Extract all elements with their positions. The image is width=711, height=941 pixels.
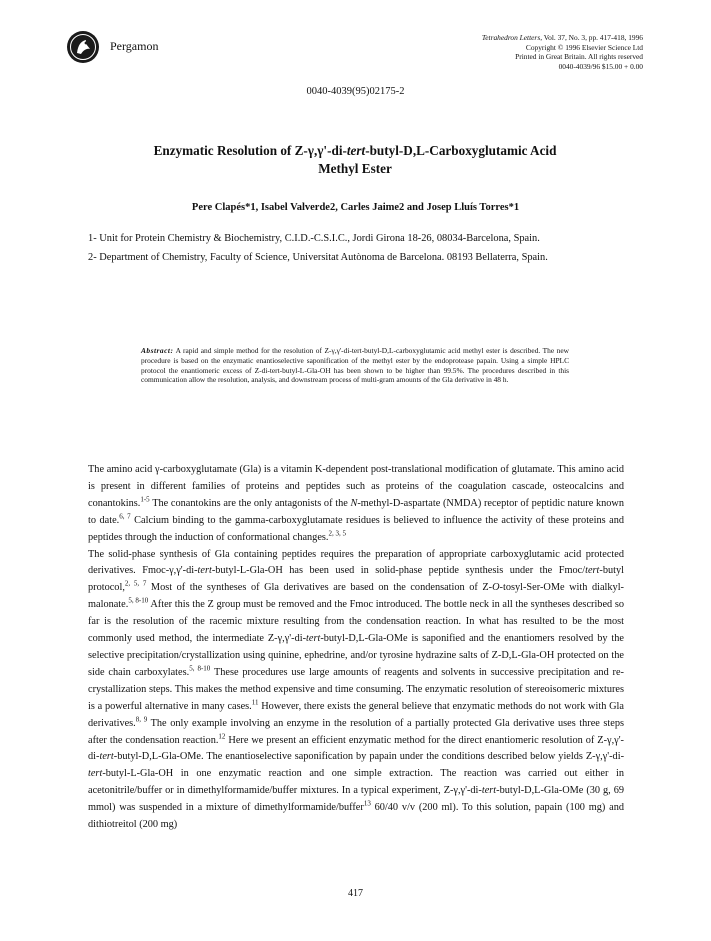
title-line-2: Methyl Ester — [318, 161, 392, 176]
body-text — [88, 462, 624, 834]
title-line-1: Enzymatic Resolution of Z-γ,γ'-di-tert-butyl-D,L-Carboxyglutamic Acid — [153, 143, 557, 158]
article-id: 0040-4039(95)02175-2 — [306, 86, 405, 97]
copyright-line: Copyright © 1996 Elsevier Science Ltd — [525, 42, 643, 52]
journal-issue: , Vol. 37, No. 3, pp. 417-418, 1996 — [540, 33, 643, 42]
publisher-logo-icon — [66, 30, 100, 64]
printed-line: Printed in Great Britain. All rights reserved — [515, 52, 643, 62]
issn-line: 0040-4039/96 $15.00 + 0.00 — [558, 61, 643, 71]
publisher-name: Pergamon — [110, 39, 159, 53]
paper-title — [70, 142, 640, 178]
journal-name: Tetrahedron Letters — [481, 33, 541, 42]
page-number: 417 — [348, 888, 363, 899]
journal-info — [482, 33, 643, 71]
abstract-label: Abstract: — [141, 346, 174, 355]
abstract-text: A rapid and simple method for the resolution of Z-γ,γ'-di-tert-butyl-D,L-carboxyglutamic acid methyl ester is described. The new procedure is based on the enzymatic enantioselective saponification of the methyl ester by the endoprotease papain. Using a simple HPLC protocol the enantiomeric excess of Z-di-tert-butyl-L-Gla-OH has been shown to be higher than 99.5%. The procedures described in this communication allow the resolution, analysis, and downstream process of multi-gram amounts of the Gla derivative in 48 h. — [141, 346, 569, 385]
affiliation-2: 2- Department of Chemistry, Faculty of Science, Universitat Autònoma de Barcelona. 08193 Bellaterra, Spain. — [88, 252, 548, 263]
affiliation-1: 1- Unit for Protein Chemistry & Biochemistry, C.I.D.-C.S.I.C., Jordi Girona 18-26, 08034-Barcelona, Spain. — [88, 233, 540, 244]
paragraph-2: The solid-phase synthesis of Gla containing peptides requires the preparation of appropriate carboxyglutamic acid protected derivatives. Fmoc-γ,γ'-di-tert-butyl-L-Gla-OH has been used in solid-phase peptide synthesis under the Fmoc/tert-butyl protocol,$^{2, 5, 7}$ Most of the syntheses of Gla derivatives are based on the condensation of Z-O-tosyl-Ser-OMe with dialkyl-malonate.$^{5, 8-10}$ After this the Z group must be removed and the Fmoc introduced. The bottle neck in all the syntheses described so far is the resolution of the racemic mixture resulting from the condensation reaction. In what has resulted to be the most commonly used method, the intermediate Z-γ,γ'-di-tert-butyl-D,L-Gla-OMe is saponified and the enantiomers resolved by the selective precipitation/crystallization using quinine, ephedrine, and/or tyrosine hydrazine salts of Z-D,L-Gla-OH protected on the side chain carboxylates.$^{5, 8-10}$ These procedures use large amounts of reagents and solvents in successive precipitation and re-crystallization steps. This makes the method expensive and time consuming. The enzymatic resolution of stereoisomeric mixtures is a powerful alternative in many cases.$^{11}$ However, there exists the general believe that enzymatic methods do not work with Gla derivatives.$^{8, 9}$ The only example involving an enzyme in the resolution of a partially protected Gla derivative uses three steps after the condensation reaction.$^{12}$ Here we present an efficient enzymatic method for the direct enantiomeric resolution of Z-γ,γ'-di-tert-butyl-D,L-Gla-OMe. The enantioselective saponification by papain under the conditions described below yields Z-γ,γ'-di-tert-butyl-L-Gla-OH in one enzymatic reaction and one simple extraction. The reaction was carried out either in acetonitrile/buffer or in dimethylformamide/buffer mixtures. In a typical experiment, Z-γ,γ'-di-tert-butyl-D,L-Gla-OMe (30 g, 69 mmol) was suspended in a mixture of dimethylformamide/buffer$^{13}$ 60/40 v/v (200 ml). To this solution, papain (100 mg) and dithiotreitol (200 mg) — [88, 548, 625, 831]
author-list: Pere Clapés*1, Isabel Valverde2, Carles Jaime2 and Josep Lluís Torres*1 — [191, 202, 520, 213]
abstract — [141, 346, 569, 385]
paragraph-1: The amino acid γ-carboxyglutamate (Gla) is a vitamin K-dependent post-translational modification of glutamate. This amino acid is present in different families of proteins and peptides such as proteins of the coagulation cascade, osteocalcins and conantokins.$^{1-5}$ The conantokins are the only antagonists of the N-methyl-D-aspartate (NMDA) receptor of peptidic nature known to date.$^{6, 7}$ Calcium binding to the gamma-carboxyglutamate residues is believed to influence the activity of these proteins and peptides through the induction of conformational changes.$^{2, 3, 5}$ — [88, 464, 625, 543]
